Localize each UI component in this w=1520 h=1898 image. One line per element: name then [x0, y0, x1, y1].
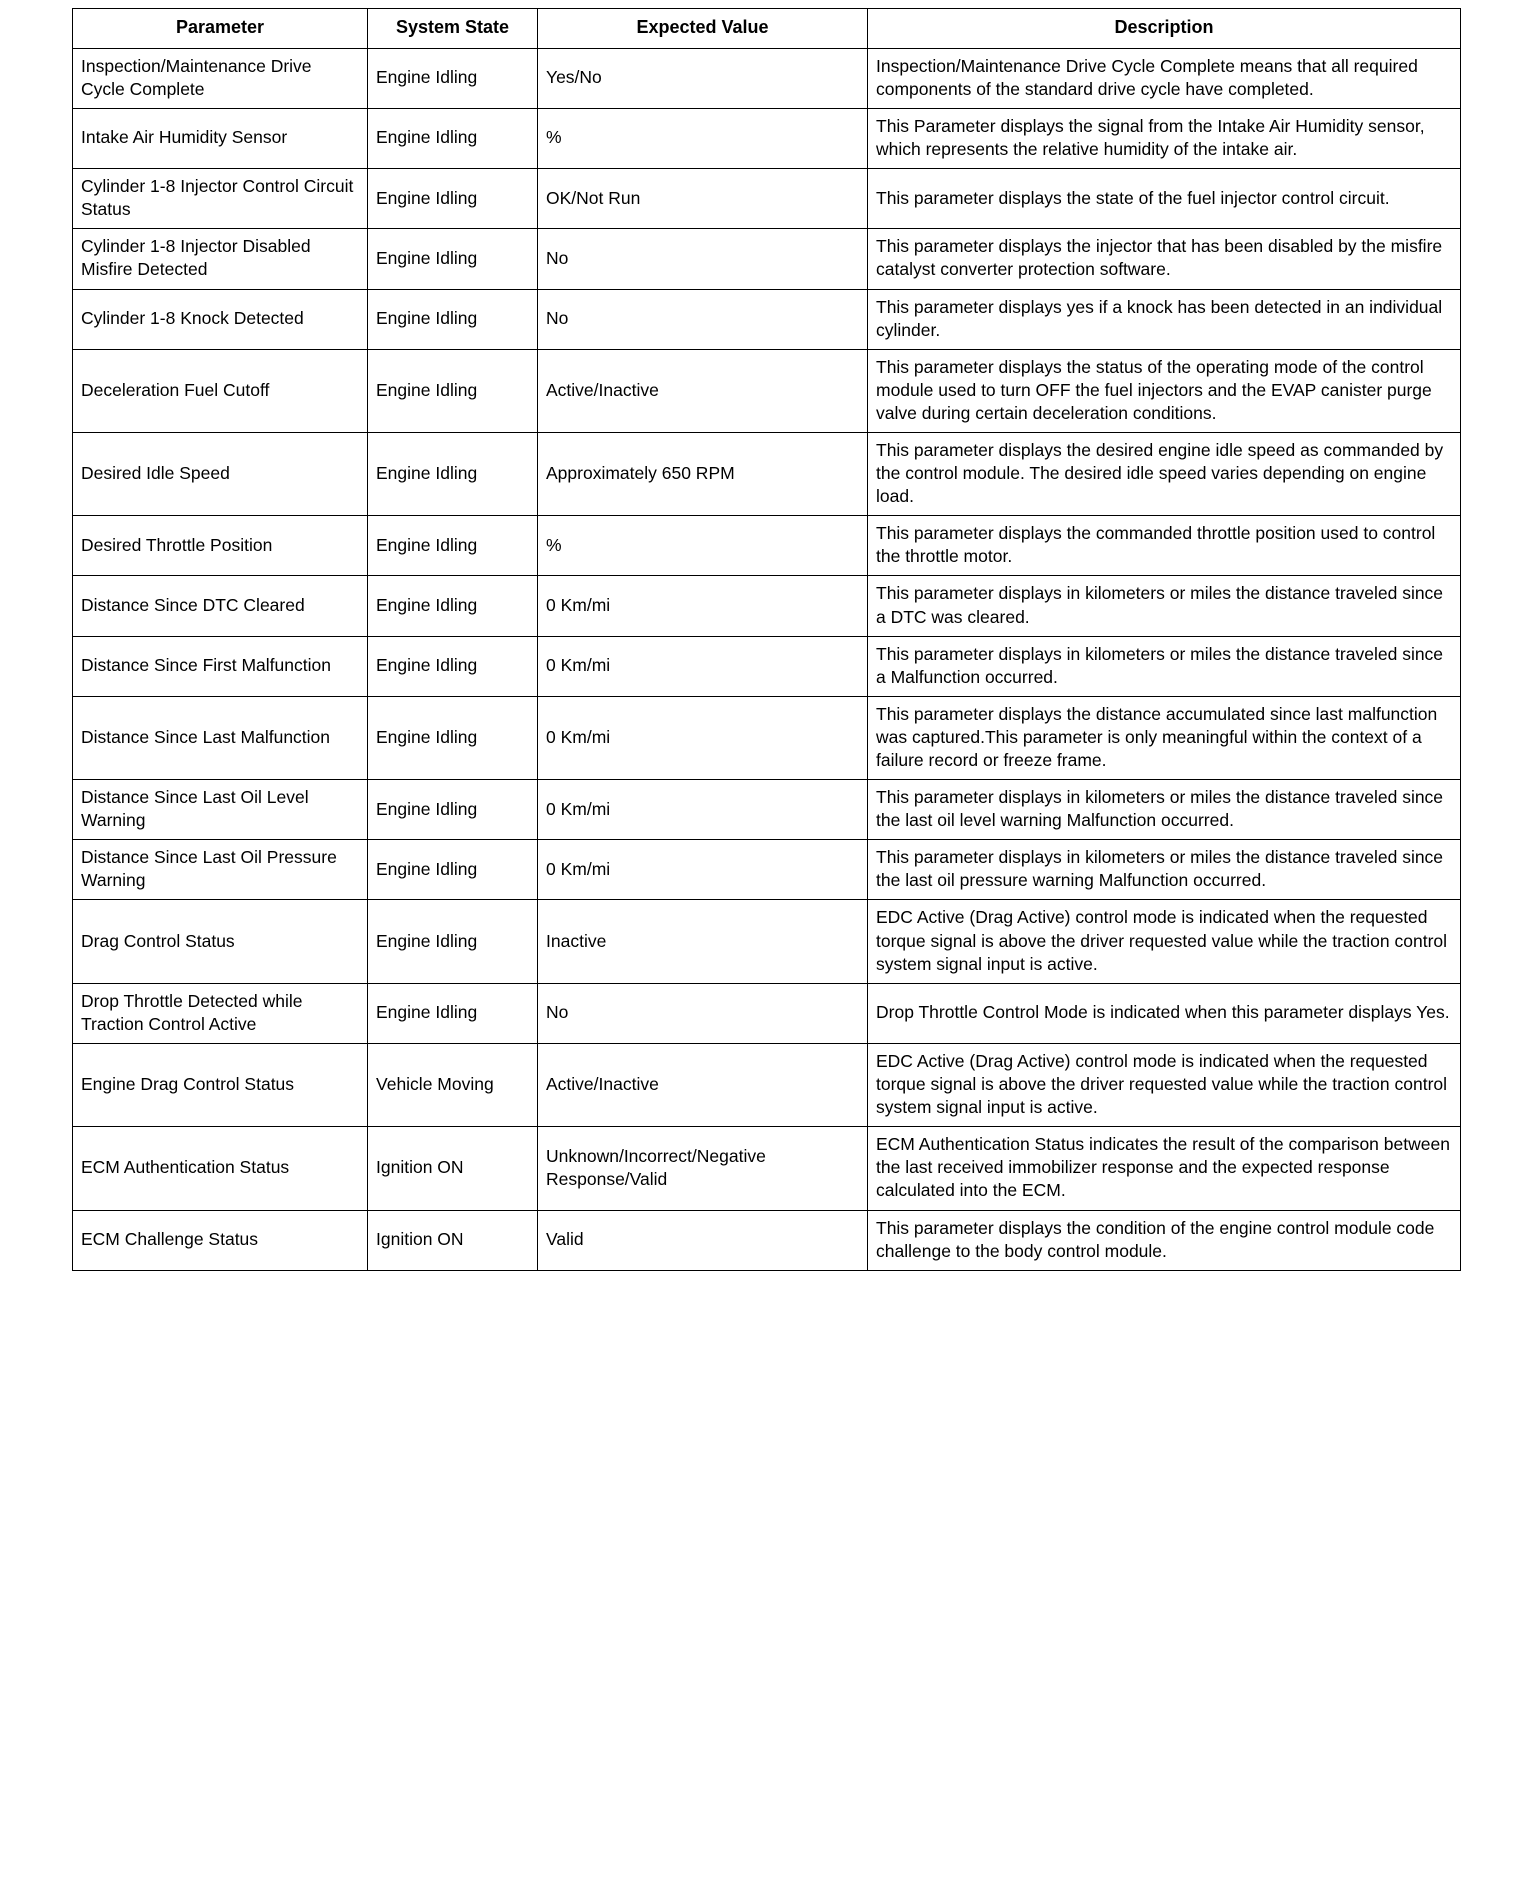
cell-expected-value: 0 Km/mi: [538, 696, 868, 779]
cell-expected-value: Inactive: [538, 900, 868, 983]
cell-description: This Parameter displays the signal from the Intake Air Humidity sensor, which represents the relative humidity of the intake air.: [868, 108, 1461, 168]
table-row: [73, 229, 1461, 289]
table-header: [73, 9, 1461, 49]
cell-parameter: Distance Since Last Oil Level Warning: [73, 780, 368, 840]
cell-expected-value: Active/Inactive: [538, 349, 868, 432]
cell-system-state: Engine Idling: [368, 780, 538, 840]
cell-expected-value: No: [538, 289, 868, 349]
cell-parameter: Desired Idle Speed: [73, 432, 368, 515]
cell-system-state: Ignition ON: [368, 1127, 538, 1210]
cell-parameter: Cylinder 1-8 Injector Disabled Misfire Detected: [73, 229, 368, 289]
cell-expected-value: 0 Km/mi: [538, 576, 868, 636]
table-row: [73, 1210, 1461, 1270]
column-header-description: Description: [868, 9, 1461, 49]
cell-description: This parameter displays in kilometers or miles the distance traveled since the last oil pressure warning Malfunction occurred.: [868, 840, 1461, 900]
table-row: [73, 1043, 1461, 1126]
cell-expected-value: %: [538, 108, 868, 168]
cell-parameter: Intake Air Humidity Sensor: [73, 108, 368, 168]
cell-description: Inspection/Maintenance Drive Cycle Complete means that all required components of the standard drive cycle have completed.: [868, 48, 1461, 108]
cell-system-state: Engine Idling: [368, 349, 538, 432]
cell-expected-value: No: [538, 983, 868, 1043]
table-row: [73, 696, 1461, 779]
cell-system-state: Engine Idling: [368, 289, 538, 349]
cell-parameter: Distance Since DTC Cleared: [73, 576, 368, 636]
cell-parameter: Inspection/Maintenance Drive Cycle Complete: [73, 48, 368, 108]
cell-description: This parameter displays yes if a knock has been detected in an individual cylinder.: [868, 289, 1461, 349]
cell-parameter: Distance Since Last Oil Pressure Warning: [73, 840, 368, 900]
cell-system-state: Vehicle Moving: [368, 1043, 538, 1126]
table-row: [73, 432, 1461, 515]
cell-expected-value: %: [538, 516, 868, 576]
cell-parameter: Drop Throttle Detected while Traction Control Active: [73, 983, 368, 1043]
table-header-row: [73, 9, 1461, 49]
cell-description: This parameter displays the status of the operating mode of the control module used to turn OFF the fuel injectors and the EVAP canister purge valve during certain deceleration conditions.: [868, 349, 1461, 432]
table-row: [73, 576, 1461, 636]
cell-parameter: Deceleration Fuel Cutoff: [73, 349, 368, 432]
cell-description: This parameter displays the condition of the engine control module code challenge to the body control module.: [868, 1210, 1461, 1270]
cell-parameter: Distance Since Last Malfunction: [73, 696, 368, 779]
table-row: [73, 289, 1461, 349]
cell-parameter: Distance Since First Malfunction: [73, 636, 368, 696]
cell-description: This parameter displays the state of the fuel injector control circuit.: [868, 169, 1461, 229]
cell-expected-value: Yes/No: [538, 48, 868, 108]
cell-system-state: Engine Idling: [368, 108, 538, 168]
cell-system-state: Engine Idling: [368, 516, 538, 576]
table-row: [73, 636, 1461, 696]
cell-expected-value: 0 Km/mi: [538, 840, 868, 900]
table-row: [73, 780, 1461, 840]
cell-system-state: Engine Idling: [368, 48, 538, 108]
cell-expected-value: OK/Not Run: [538, 169, 868, 229]
cell-description: This parameter displays the distance accumulated since last malfunction was captured.This parameter is only meaningful within the context of a failure record or freeze frame.: [868, 696, 1461, 779]
cell-description: EDC Active (Drag Active) control mode is indicated when the requested torque signal is above the driver requested value while the traction control system signal input is active.: [868, 900, 1461, 983]
cell-system-state: Engine Idling: [368, 169, 538, 229]
cell-expected-value: No: [538, 229, 868, 289]
cell-parameter: Desired Throttle Position: [73, 516, 368, 576]
cell-description: Drop Throttle Control Mode is indicated when this parameter displays Yes.: [868, 983, 1461, 1043]
table-row: [73, 48, 1461, 108]
cell-description: This parameter displays the desired engine idle speed as commanded by the control module. The desired idle speed varies depending on engine load.: [868, 432, 1461, 515]
cell-expected-value: 0 Km/mi: [538, 636, 868, 696]
cell-system-state: Engine Idling: [368, 696, 538, 779]
parameter-table: [72, 8, 1461, 1271]
table-row: [73, 516, 1461, 576]
cell-description: EDC Active (Drag Active) control mode is indicated when the requested torque signal is above the driver requested value while the traction control system signal input is active.: [868, 1043, 1461, 1126]
cell-parameter: Drag Control Status: [73, 900, 368, 983]
cell-system-state: Engine Idling: [368, 432, 538, 515]
cell-parameter: Cylinder 1-8 Injector Control Circuit Status: [73, 169, 368, 229]
cell-expected-value: 0 Km/mi: [538, 780, 868, 840]
cell-description: This parameter displays the commanded throttle position used to control the throttle motor.: [868, 516, 1461, 576]
column-header-parameter: Parameter: [73, 9, 368, 49]
table-row: [73, 900, 1461, 983]
table-row: [73, 840, 1461, 900]
cell-system-state: Ignition ON: [368, 1210, 538, 1270]
table-body: [73, 48, 1461, 1270]
cell-expected-value: Active/Inactive: [538, 1043, 868, 1126]
cell-description: This parameter displays in kilometers or miles the distance traveled since the last oil level warning Malfunction occurred.: [868, 780, 1461, 840]
cell-expected-value: Valid: [538, 1210, 868, 1270]
cell-description: This parameter displays the injector that has been disabled by the misfire catalyst converter protection software.: [868, 229, 1461, 289]
cell-description: This parameter displays in kilometers or miles the distance traveled since a DTC was cleared.: [868, 576, 1461, 636]
column-header-expected-value: Expected Value: [538, 9, 868, 49]
cell-system-state: Engine Idling: [368, 840, 538, 900]
table-row: [73, 349, 1461, 432]
cell-description: ECM Authentication Status indicates the result of the comparison between the last received immobilizer response and the expected response calculated into the ECM.: [868, 1127, 1461, 1210]
cell-parameter: Engine Drag Control Status: [73, 1043, 368, 1126]
cell-parameter: ECM Challenge Status: [73, 1210, 368, 1270]
table-row: [73, 983, 1461, 1043]
table-row: [73, 1127, 1461, 1210]
cell-expected-value: Approximately 650 RPM: [538, 432, 868, 515]
cell-system-state: Engine Idling: [368, 983, 538, 1043]
cell-expected-value: Unknown/Incorrect/Negative Response/Valid: [538, 1127, 868, 1210]
cell-system-state: Engine Idling: [368, 900, 538, 983]
cell-parameter: Cylinder 1-8 Knock Detected: [73, 289, 368, 349]
table-row: [73, 169, 1461, 229]
table-row: [73, 108, 1461, 168]
column-header-system-state: System State: [368, 9, 538, 49]
cell-description: This parameter displays in kilometers or miles the distance traveled since a Malfunction occurred.: [868, 636, 1461, 696]
cell-system-state: Engine Idling: [368, 576, 538, 636]
cell-parameter: ECM Authentication Status: [73, 1127, 368, 1210]
cell-system-state: Engine Idling: [368, 229, 538, 289]
cell-system-state: Engine Idling: [368, 636, 538, 696]
